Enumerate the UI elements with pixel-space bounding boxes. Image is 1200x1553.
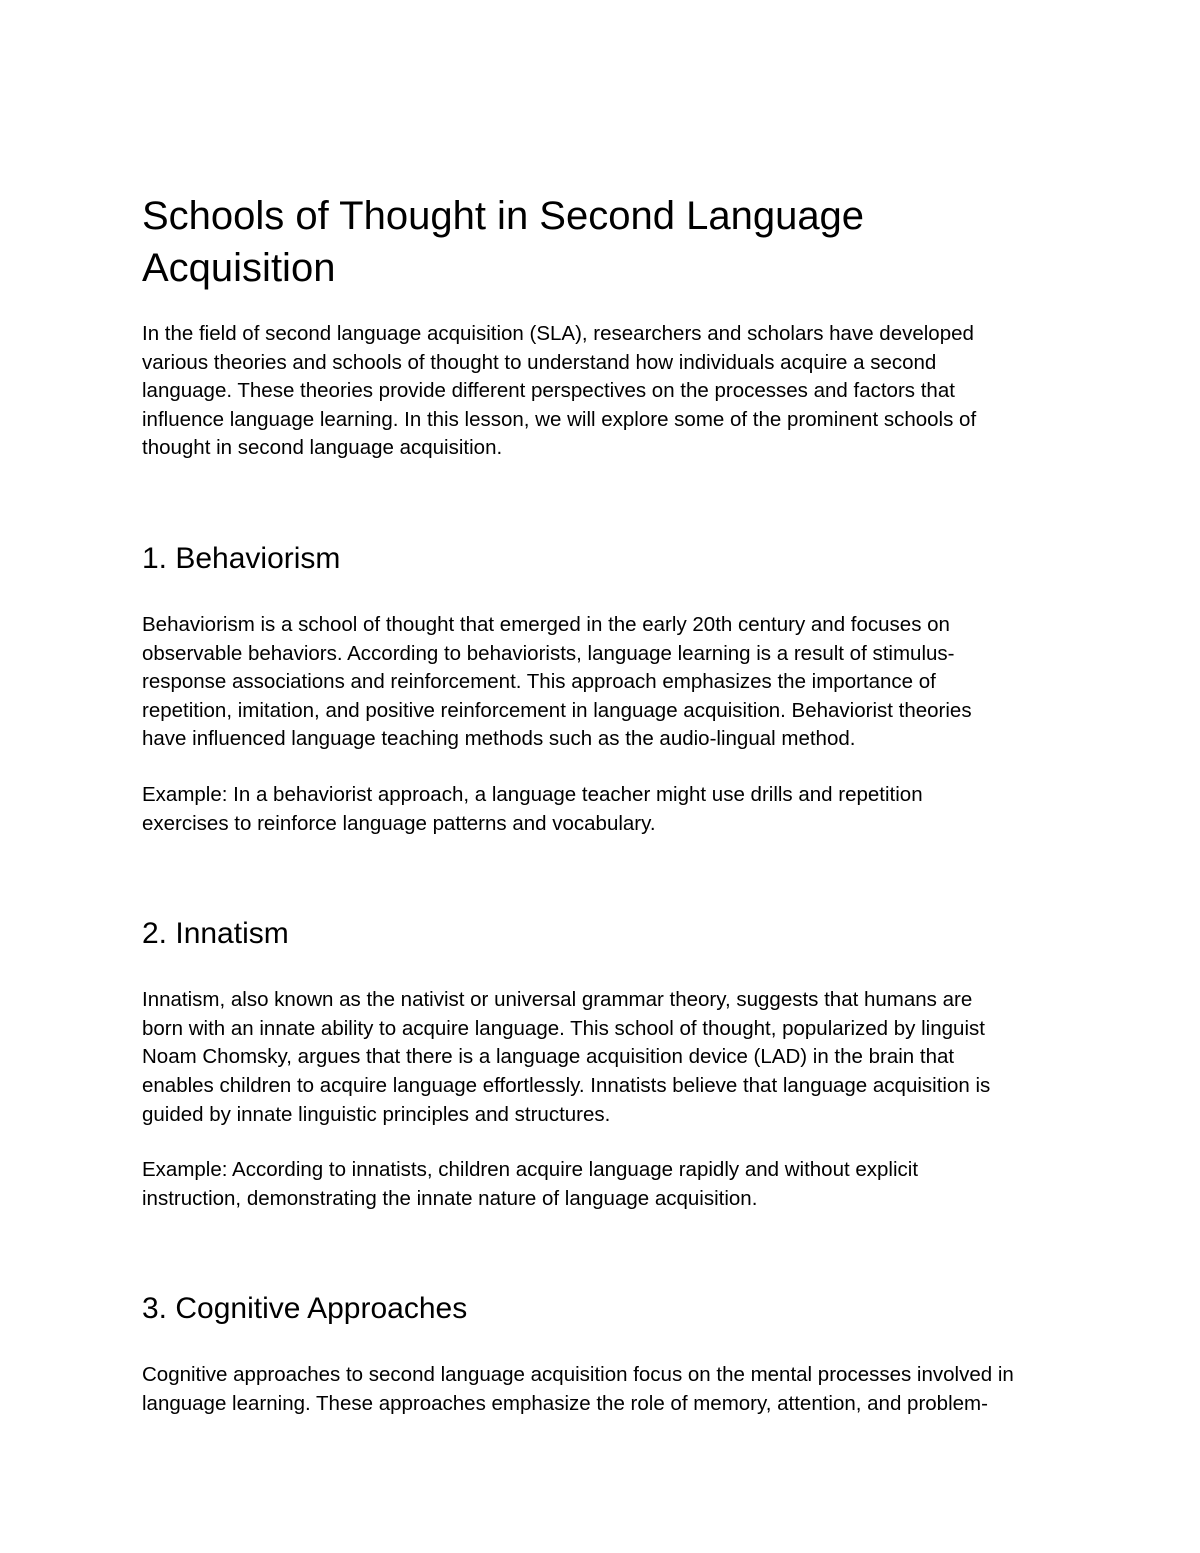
section-example-behaviorism: Example: In a behaviorist approach, a language teacher might use drills and repetition exercises to reinforce language patterns and vocabulary. bbox=[142, 782, 923, 835]
section-heading-cognitive-approaches: 3. Cognitive Approaches bbox=[142, 1292, 468, 1326]
section-body-cognitive-approaches: Cognitive approaches to second language acquisition focus on the mental processes involved in language learning. These approaches emphasize the role of memory, attention, and problem- bbox=[142, 1363, 1014, 1415]
section-body-innatism: Innatism, also known as the nativist or universal grammar theory, suggests that humans are born with an innate ability to acquire language. This school of thought, popularized by linguist Noam Chomsky, argues that there is a language acquisition device (LAD) in the brain that enables children to acquire language effortlessly. Innatists believe that language acquisition is guided by innate linguistic principles and structures. bbox=[142, 988, 991, 1126]
section-body-behaviorism: Behaviorism is a school of thought that emerged in the early 20th century and focuses on observable behaviors. According to behaviorists, language learning is a result of stimulus- response associations and reinforcement. This approach emphasizes the importance of repetition, imitation, and positive reinforcement in language acquisition. Behaviorist theories have influenced language teaching methods such as the audio-lingual method. bbox=[142, 612, 972, 751]
document-title: Schools of Thought in Second Language Acquisition bbox=[142, 194, 865, 290]
section-heading-innatism: 2. Innatism bbox=[142, 917, 289, 951]
document-page bbox=[142, 190, 1072, 1418]
section-heading-behaviorism: 1. Behaviorism bbox=[142, 541, 341, 575]
section-example-innatism: Example: According to innatists, children acquire language rapidly and without explicit instruction, demonstrating the innate nature of language acquisition. bbox=[142, 1158, 919, 1210]
intro-paragraph: In the field of second language acquisition (SLA), researchers and scholars have developed various theories and schools of thought to understand how individuals acquire a second language. These theories provide different perspectives on the processes and factors that influence language learning. In this lesson, we will explore some of the prominent schools of thought in second language acquisition. bbox=[142, 322, 977, 460]
